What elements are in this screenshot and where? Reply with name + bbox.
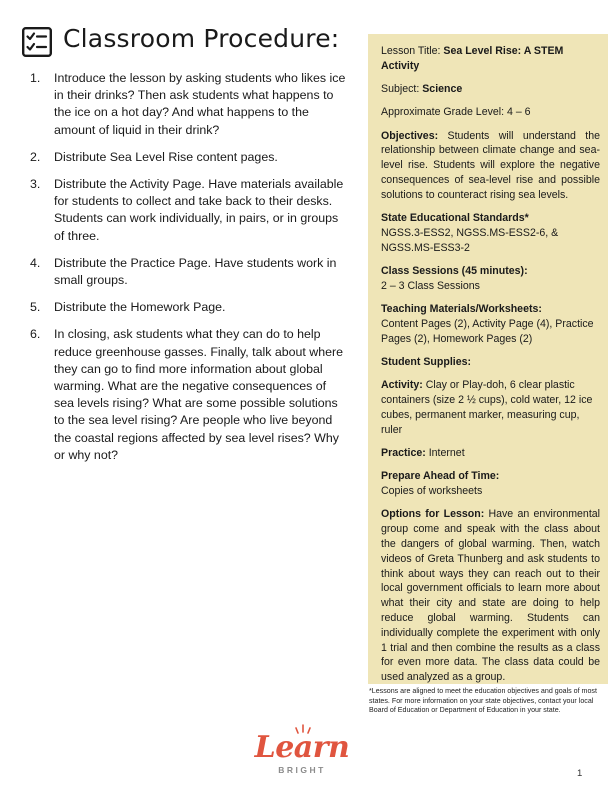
step-text: In closing, ask students what they can do to help reduce greenhouse gasses. Finally, talk about where they can go to find more information about global warming. What are the negative consequences of sea levels rising? What are some possible solutions to the sea level rising? Are people who live beyond the coastal regions affected by sea level rises? Why or why not?: [54, 327, 344, 462]
logo-subtitle: BRIGHT: [278, 765, 326, 775]
logo-wordmark: Learn: [254, 730, 350, 765]
objectives-field: Objectives: Students will understand the relationship between climate change and sea-level rise. Students will explore the negative consequences of sea-level rise and possible solutions to counteract rising sea levels.: [381, 129, 600, 201]
lesson-title-field: Lesson Title: Sea Level Rise: A STEM Activity: [381, 45, 564, 72]
step-number: 3.: [30, 177, 41, 192]
step-text: Distribute the Activity Page. Have materials available for students to collect and take back to their desks. Students can work individually, in pairs, or in groups of three.: [54, 177, 344, 243]
subject-field: Subject: Science: [381, 83, 463, 96]
step-text: Distribute Sea Level Rise content pages.: [54, 149, 278, 164]
procedure-step: [30, 70, 348, 139]
learn-bright-logo: [250, 728, 354, 786]
procedure-step: [30, 255, 348, 289]
procedure-list: [30, 70, 348, 474]
step-number: 4.: [30, 255, 41, 270]
practice-supplies-field: Practice: Internet: [381, 447, 465, 460]
procedure-step: [30, 176, 348, 245]
lesson-options-field: Options for Lesson: Have an environmental group come and speak with the class about the dangers of global warming. Then, watch videos of Greta Thunberg and ask students to think about ways they can reach out to their local government officials to learn more about what their city and state are doing to help reduce global warming. Students can individually complete the experiment with only 1 trial and then combine the results as a class for even more data. The class data could be used analyzed as a group.: [381, 508, 601, 684]
step-number: 6.: [30, 327, 41, 342]
procedure-step: [30, 299, 348, 316]
procedure-step: [30, 326, 348, 464]
page-number: 1: [577, 768, 583, 779]
step-number: 1.: [30, 71, 41, 85]
prepare-ahead-field: Prepare Ahead of Time: Copies of worksheets: [381, 470, 500, 498]
teaching-materials-field: Teaching Materials/Worksheets: Content Pages (2), Activity Page (4), Practice Pages (2), Homework Pages (2): [381, 303, 594, 345]
checklist-icon: [22, 27, 52, 57]
student-supplies-heading: Student Supplies:: [381, 356, 472, 369]
step-text: Introduce the lesson by asking students who likes ice in their drinks? Then ask students what happens to the ice on a hot day? And what happens to the amount of liquid in their drink?: [54, 71, 346, 137]
procedure-step: [30, 149, 348, 166]
page-title: Classroom Procedure:: [63, 24, 340, 53]
standards-field: State Educational Standards* NGSS.3-ESS2, NGSS.MS-ESS2-6, & NGSS.MS-ESS3-2: [381, 212, 559, 254]
grade-level-field: Approximate Grade Level: 4 – 6: [381, 106, 531, 119]
step-number: 5.: [30, 300, 41, 315]
activity-supplies-field: Activity: Clay or Play-doh, 6 clear plastic containers (size 2 ½ cups), cold water, 12 ice cubes, permanent marker, measuring cup, ruler: [381, 379, 593, 436]
step-text: Distribute the Homework Page.: [54, 300, 226, 315]
standards-footnote: *Lessons are aligned to meet the education objectives and goals of most states. For more information on your state objectives, contact your local Board of Education or Department of Education in your state.: [369, 687, 597, 715]
class-sessions-field: Class Sessions (45 minutes): 2 – 3 Class Sessions: [381, 265, 528, 292]
lesson-info-sidebar: [368, 34, 608, 684]
step-number: 2.: [30, 149, 41, 164]
step-text: Distribute the Practice Page. Have students work in small groups.: [54, 255, 337, 288]
